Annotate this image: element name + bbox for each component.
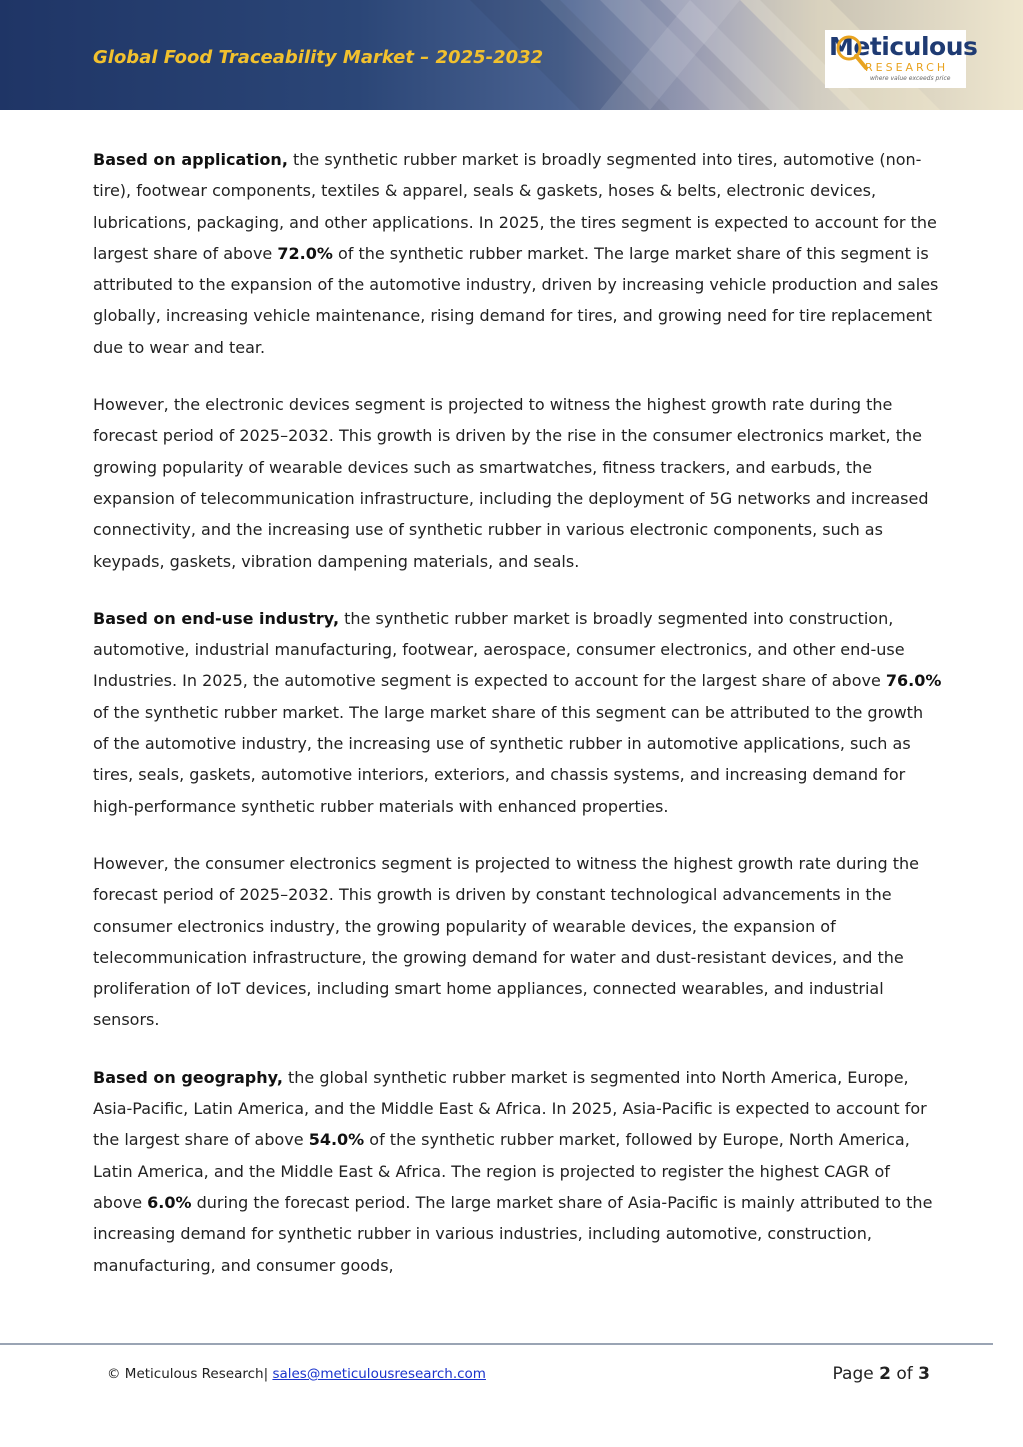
paragraph-lead: Based on end-use industry, [93, 608, 340, 628]
share-value: 72.0% [277, 243, 333, 263]
paragraph-text: the global synthetic rubber market is segmented into North America, Europe, Asia-Pacific, Latin America, and the Middle East & Africa. In 2025, Asia-Pacific is expected to account for the largest share of above [93, 1067, 927, 1150]
footer-divider [0, 1343, 993, 1345]
page-of-label: of [890, 1364, 919, 1384]
page-header [0, 0, 1023, 110]
paragraph-geography [93, 1062, 943, 1281]
paragraph-text: However, the consumer electronics segment is projected to witness the highest growth rate during the forecast period of 2025–2032. This growth is driven by constant technological advancements in the consumer electronics industry, the growing popularity of wearable devices, the expansion of telecommunication infrastructure, the growing demand for water and dust-resistant devices, and the proliferation of IoT devices, including smart home appliances, connected wearables, and industrial sensors. [93, 853, 919, 1030]
paragraph-text: However, the electronic devices segment is projected to witness the highest growth rate during the forecast period of 2025–2032. This growth is driven by the rise in the consumer electronics market, the growing popularity of wearable devices such as smartwatches, fitness trackers, and earbuds, the expansion of telecommunication infrastructure, including the deployment of 5G networks and increased connectivity, and the increasing use of synthetic rubber in various electronic components, such as keypads, gaskets, vibration dampening materials, and seals. [93, 395, 929, 571]
paragraph-text: of the synthetic rubber market, followed by Europe, North America, Latin America, and the Middle East & Africa. The region is projected to register the highest CAGR of above [93, 1130, 910, 1212]
paragraph-electronic-devices [93, 389, 943, 577]
footer-copyright [107, 1366, 486, 1382]
cagr-value: 6.0% [147, 1192, 192, 1212]
current-page: 2 [879, 1364, 891, 1384]
paragraph-text: the synthetic rubber market is broadly segmented into construction, automotive, industrial manufacturing, footwear, aerospace, consumer electronics, and other end-use Industries. In 2025, the automotive segment is expected to account for the largest share of above [93, 608, 905, 691]
paragraph-text: the synthetic rubber market is broadly segmented into tires, automotive (non-tire), footwear components, textiles & apparel, seals & gaskets, hoses & belts, electronic devices, lubrications, packaging, and other applications. In 2025, the tires segment is expected to account for the largest share of above [93, 150, 937, 263]
logo-subtitle: RESEARCH [865, 61, 949, 74]
paragraph-text: during the forecast period. The large market share of Asia-Pacific is mainly attributed to the increasing demand for synthetic rubber in various industries, including automotive, construction, manufacturing, and consumer goods, [93, 1192, 933, 1275]
paragraph-application [93, 144, 943, 363]
paragraph-lead: Based on geography, [93, 1067, 283, 1087]
paragraph-text: of the synthetic rubber market. The large market share of this segment can be attributed to the growth of the automotive industry, the increasing use of synthetic rubber in automotive applications, such as tires, seals, gaskets, automotive interiors, exteriors, and chassis systems, and increasing demand for high-performance synthetic rubber materials with enhanced properties. [93, 702, 924, 816]
paragraph-end-use [93, 603, 943, 822]
share-value: 76.0% [885, 671, 942, 691]
paragraph-lead: Based on application, [93, 150, 288, 169]
email-link[interactable]: sales@meticulousresearch.com [272, 1366, 486, 1382]
paragraph-consumer-electronics [93, 848, 943, 1036]
share-value: 54.0% [308, 1130, 365, 1150]
page-number [833, 1364, 930, 1384]
logo-tagline: where value exceeds price [870, 75, 951, 82]
page-label: Page [832, 1364, 880, 1384]
logo-wordmark: Meticulous [829, 32, 978, 61]
total-pages: 3 [918, 1364, 930, 1384]
copyright-text: © Meticulous Research| [107, 1366, 269, 1382]
meticulous-research-logo [825, 30, 978, 88]
report-body [93, 144, 943, 1307]
document-title: Global Food Traceability Market – 2025-2032 [93, 47, 544, 68]
paragraph-text: of the synthetic rubber market. The large market share of this segment is attributed to the expansion of the automotive industry, driven by increasing vehicle production and sales globally, increasing vehicle maintenance, rising demand for tires, and growing need for tire replacement due to wear and tear. [93, 243, 939, 357]
